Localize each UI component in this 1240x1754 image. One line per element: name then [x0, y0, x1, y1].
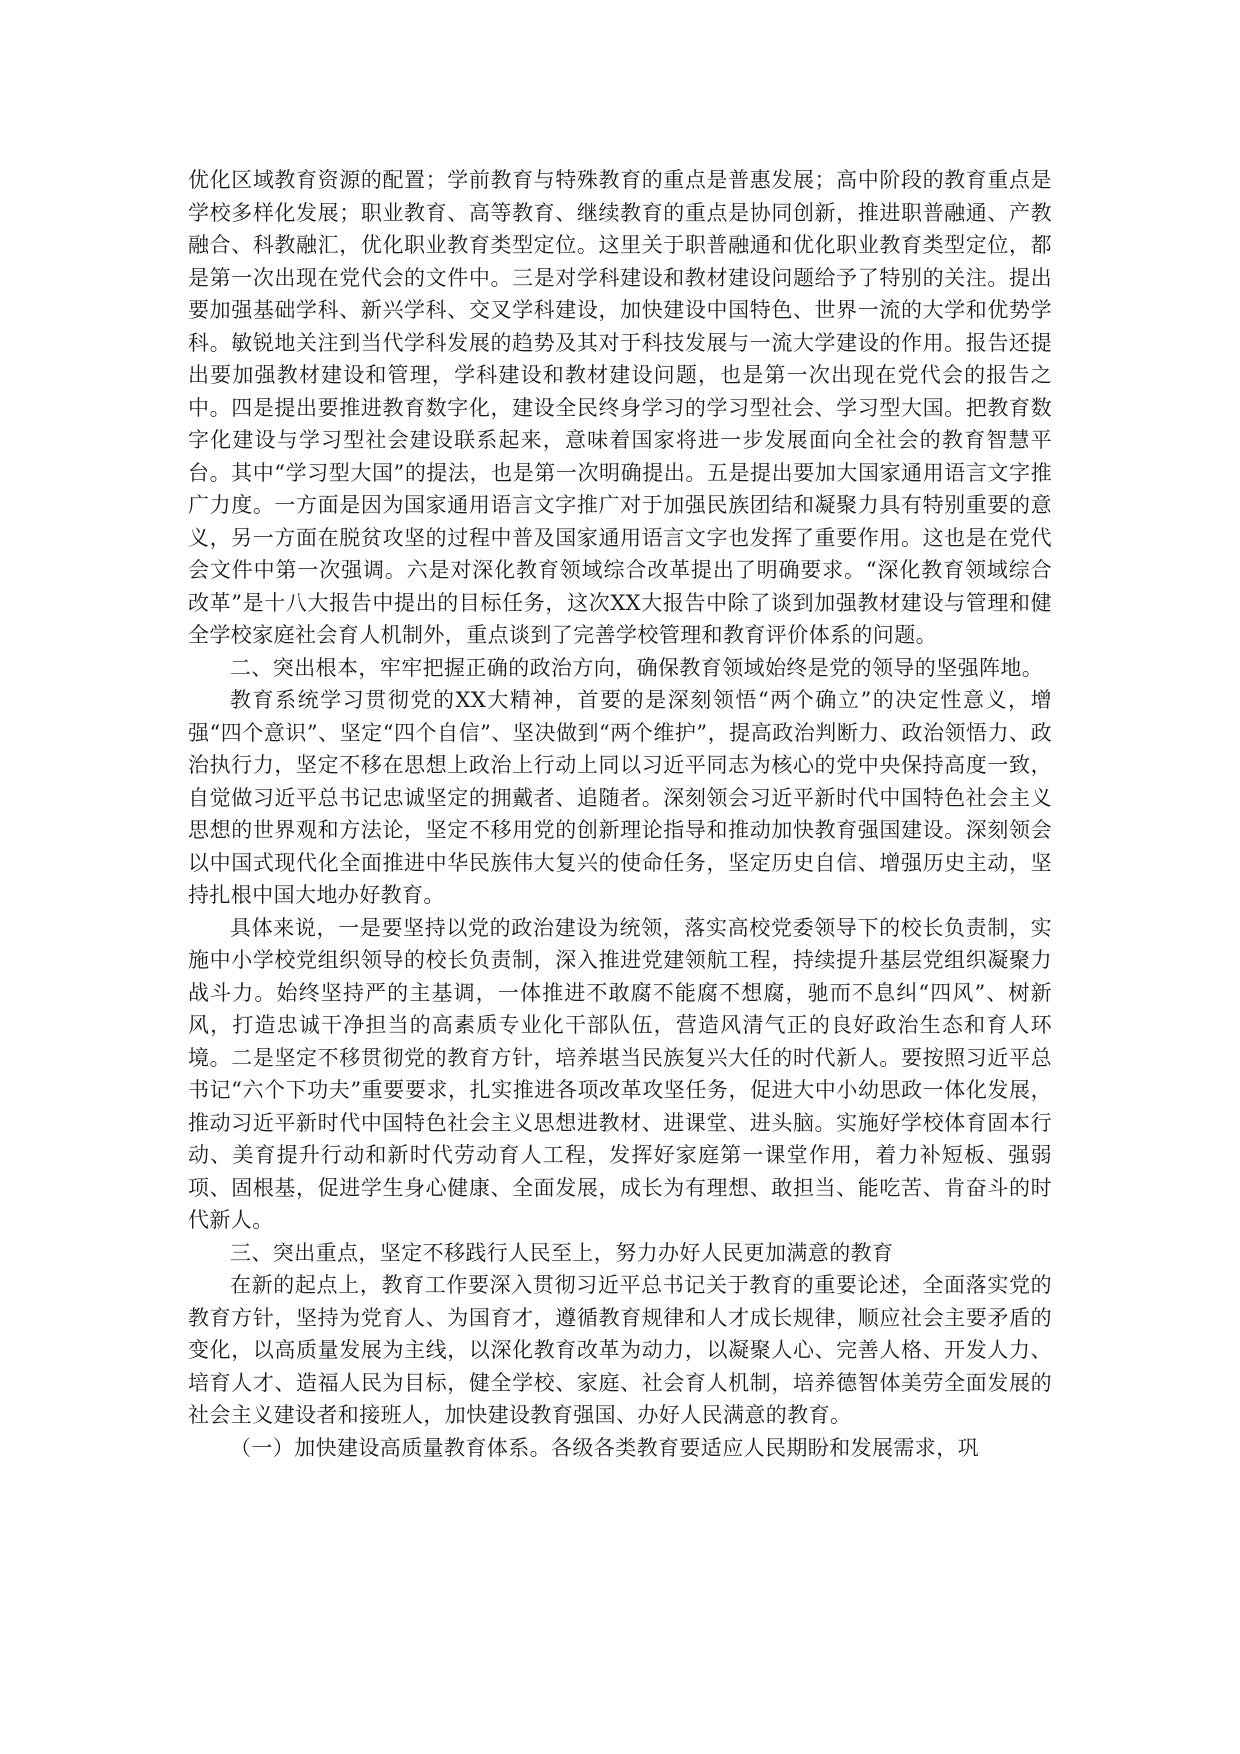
paragraph: 在新的起点上，教育工作要深入贯彻习近平总书记关于教育的重要论述，全面落实党的教育方针，坚持为党育人、为国育才，遵循教育规律和人才成长规律，顺应社会主要矛盾的变化，以高质量发展为主线，以深化教育改革为动力，以凝聚人心、完善人格、开发人力、培育人才、造福人民为目标，健全学校、家庭、社会育人机制，培养德智体美劳全面发展的社会主义建设者和接班人，加快建设教育强国、办好人民满意的教育。 — [188, 1273, 1052, 1427]
subsection-heading-1: （一）加快建设高质量教育体系。各级各类教育要适应人民期盼和发展需求，巩 — [230, 1435, 979, 1460]
section-heading-2: 二、突出根本，牢牢把握正确的政治方向，确保教育领域始终是党的领导的坚强阵地。 — [230, 655, 1044, 680]
section-heading-3: 三、突出重点，坚定不移践行人民至上，努力办好人民更加满意的教育 — [230, 1240, 894, 1265]
document-body — [188, 164, 1052, 1464]
paragraph: 具体来说，一是要坚持以党的政治建设为统领，落实高校党委领导下的校长负责制，实施中小学校党组织领导的校长负责制，深入推进党建领航工程，持续提升基层党组织凝聚力战斗力。始终坚持严的主基调，一体推进不敢腐不能腐不想腐，驰而不息纠“四风”、树新风，打造忠诚干净担当的高素质专业化干部队伍，营造风清气正的良好政治生态和育人环境。二是坚定不移贯彻党的教育方针，培养堪当民族复兴大任的时代新人。要按照习近平总书记“六个下功夫”重要要求，扎实推进各项改革攻坚任务，促进大中小幼思政一体化发展，推动习近平新时代中国特色社会主义思想进教材、进课堂、进头脑。实施好学校体育固本行动、美育提升行动和新时代劳动育人工程，发挥好家庭第一课堂作用，着力补短板、强弱项、固根基，促进学生身心健康、全面发展，成长为有理想、敢担当、能吃苦、肯奋斗的时代新人。 — [188, 915, 1052, 1232]
paragraph: 教育系统学习贯彻党的XX大精神，首要的是深刻领悟“两个确立”的决定性意义，增强“四个意识”、坚定“四个自信”、坚决做到“两个维护”，提高政治判断力、政治领悟力、政治执行力，坚定不移在思想上政治上行动上同以习近平同志为核心的党中央保持高度一致，自觉做习近平总书记忠诚坚定的拥戴者、追随者。深刻领会习近平新时代中国特色社会主义思想的世界观和方法论，坚定不移用党的创新理论指导和推动加快教育强国建设。深刻领会以中国式现代化全面推进中华民族伟大复兴的使命任务，坚定历史自信、增强历史主动，坚持扎根中国大地办好教育。 — [188, 688, 1052, 907]
paragraph-continuation: 优化区域教育资源的配置；学前教育与特殊教育的重点是普惠发展；高中阶段的教育重点是学校多样化发展；职业教育、高等教育、继续教育的重点是协同创新，推进职普融通、产教融合、科教融汇，优化职业教育类型定位。这里关于职普融通和优化职业教育类型定位，都是第一次出现在党代会的文件中。三是对学科建设和教材建设问题给予了特别的关注。提出要加强基础学科、新兴学科、交叉学科建设，加快建设中国特色、世界一流的大学和优势学科。敏锐地关注到当代学科发展的趋势及其对于科技发展与一流大学建设的作用。报告还提出要加强教材建设和管理，学科建设和教材建设问题，也是第一次出现在党代会的报告之中。四是提出要推进教育数字化，建设全民终身学习的学习型社会、学习型大国。把教育数字化建设与学习型社会建设联系起来，意味着国家将进一步发展面向全社会的教育智慧平台。其中“学习型大国”的提法，也是第一次明确提出。五是提出要加大国家通用语言文字推广力度。一方面是因为国家通用语言文字推广对于加强民族团结和凝聚力具有特别重要的意义，另一方面在脱贫攻坚的过程中普及国家通用语言文字也发挥了重要作用。这也是在党代会文件中第一次强调。六是对深化教育领域综合改革提出了明确要求。“深化教育领域综合改革”是十八大报告中提出的目标任务，这次XX大报告中除了谈到加强教材建设与管理和健全学校家庭社会育人机制外，重点谈到了完善学校管理和教育评价体系的问题。 — [188, 168, 1052, 647]
